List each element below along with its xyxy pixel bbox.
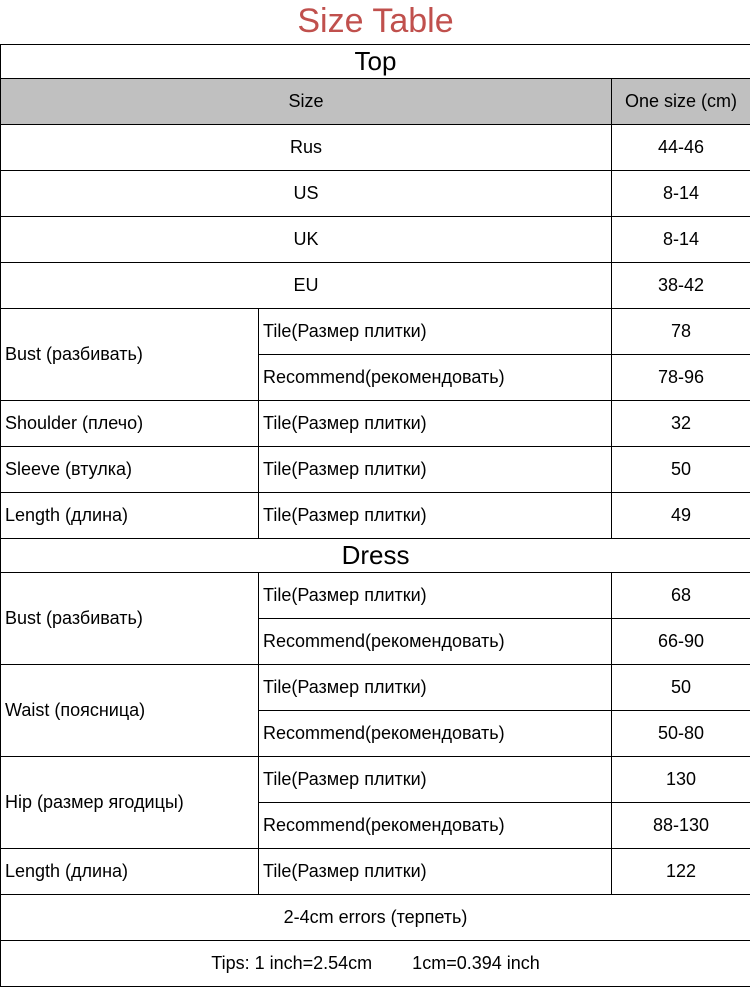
table-row: [1, 170, 750, 216]
page-title: Size Table: [1, 0, 750, 44]
table-row: [1, 572, 750, 618]
top-shoulder-label: Shoulder (плечо): [1, 400, 259, 446]
measure-value: 78-96: [612, 354, 750, 400]
measure-value: 50: [612, 664, 750, 710]
region-value: 8-14: [612, 170, 750, 216]
region-label: US: [1, 170, 612, 216]
region-label: Rus: [1, 124, 612, 170]
table-row: [1, 262, 750, 308]
region-label: EU: [1, 262, 612, 308]
size-header: Size: [1, 78, 612, 124]
table-row: [1, 848, 750, 894]
measure-type-label: Recommend(рекомендовать): [259, 802, 612, 848]
errors-note: 2-4cm errors (терпеть): [1, 894, 750, 940]
dress-section-heading: Dress: [1, 538, 750, 572]
table-row: [1, 756, 750, 802]
table-row: [1, 446, 750, 492]
tips-note: Tips: 1 inch=2.54cm 1cm=0.394 inch: [1, 940, 750, 986]
top-bust-label: Bust (разбивать): [1, 308, 259, 400]
measure-type-label: Recommend(рекомендовать): [259, 618, 612, 664]
table-row: [1, 492, 750, 538]
measure-type-label: Recommend(рекомендовать): [259, 710, 612, 756]
measure-type-label: Tile(Размер плитки): [259, 492, 612, 538]
dress-hip-label: Hip (размер ягодицы): [1, 756, 259, 848]
table-row: [1, 308, 750, 354]
region-value: 38-42: [612, 262, 750, 308]
table-row: [1, 400, 750, 446]
measure-value: 122: [612, 848, 750, 894]
measure-value: 32: [612, 400, 750, 446]
dress-bust-label: Bust (разбивать): [1, 572, 259, 664]
measure-value: 49: [612, 492, 750, 538]
region-value: 8-14: [612, 216, 750, 262]
top-length-label: Length (длина): [1, 492, 259, 538]
table-row: [1, 216, 750, 262]
table-row: [1, 664, 750, 710]
top-sleeve-label: Sleeve (втулка): [1, 446, 259, 492]
measure-value: 50: [612, 446, 750, 492]
measure-type-label: Tile(Размер плитки): [259, 848, 612, 894]
measure-value: 130: [612, 756, 750, 802]
one-size-header: One size (cm): [612, 78, 750, 124]
dress-length-label: Length (длина): [1, 848, 259, 894]
measure-type-label: Tile(Размер плитки): [259, 664, 612, 710]
measure-type-label: Tile(Размер плитки): [259, 572, 612, 618]
measure-type-label: Tile(Размер плитки): [259, 446, 612, 492]
region-value: 44-46: [612, 124, 750, 170]
measure-type-label: Tile(Размер плитки): [259, 308, 612, 354]
region-label: UK: [1, 216, 612, 262]
table-row: [1, 124, 750, 170]
measure-value: 68: [612, 572, 750, 618]
table-header: [1, 78, 750, 124]
measure-type-label: Recommend(рекомендовать): [259, 354, 612, 400]
measure-type-label: Tile(Размер плитки): [259, 400, 612, 446]
measure-value: 88-130: [612, 802, 750, 848]
measure-type-label: Tile(Размер плитки): [259, 756, 612, 802]
measure-value: 50-80: [612, 710, 750, 756]
measure-value: 66-90: [612, 618, 750, 664]
dress-waist-label: Waist (поясница): [1, 664, 259, 756]
top-section-heading: Top: [1, 44, 750, 78]
measure-value: 78: [612, 308, 750, 354]
